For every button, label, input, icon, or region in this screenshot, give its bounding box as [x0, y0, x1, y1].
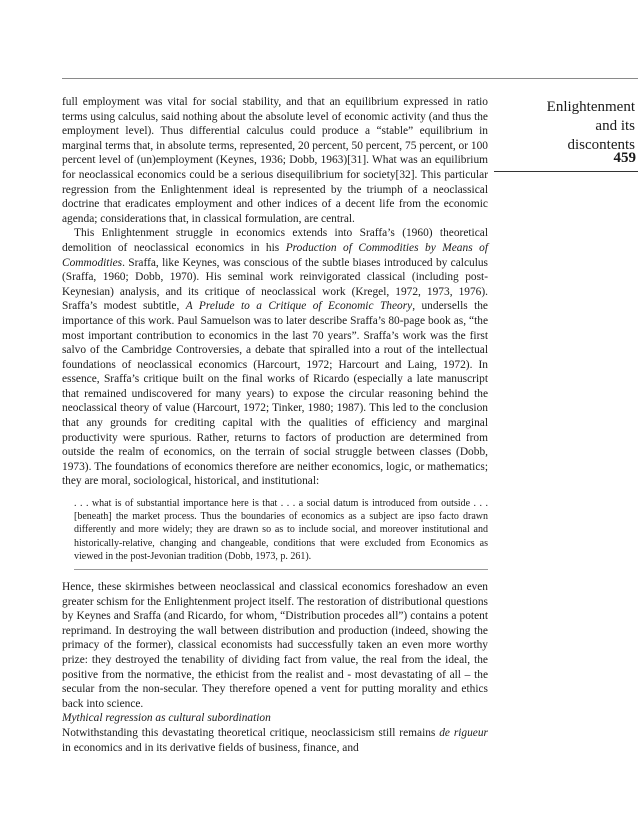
- running-head-line-3: discontents: [567, 137, 635, 153]
- paragraph-2: [62, 226, 488, 489]
- italic-de-rigueur: de rigueur: [439, 726, 488, 739]
- block-quote: . . . what is of substantial importance here is that . . . a social datum is introduced from outside . . . [beneath] the market process. Thus the boundaries of economics as a subject are ipso facto drawn differently and more widely; they are drawn so as to include social, and moreover institutional and historically-relative, changing and changeable, conditions that were excluded from Economics as viewed in the post-Jevonian tradition (Dobb, 1973, p. 261).: [74, 497, 488, 570]
- paragraph-2-text-c: , undersells the importance of this work. Paul Samuelson was to later describe Sraffa’s 80-page book as, “the most important contribution to economics in the last 70 years”. Sraffa’s work was the first salvo of the Cambridge Controversies, a debate that spiralled into a rout of the intellectual foundations of neoclassical economics (Harcourt, 1972; Harcourt and Laing, 1972). In essence, Sraffa’s critique built on the final works of Ricardo (especially a late manuscript that remained undiscovered for many years) to expose the circular reasoning behind the neoclassical theory of value (Harcourt, 1972; Tinker, 1980; 1987). This led to the conclusion that any grounds for crediting capital with the qualities of efficiency and marginal productivity were spurious. Rather, returns to factors of production are determined from outside the realm of economics, on the terrain of social struggle between classes (Dobb, 1973). The foundations of economics therefore are neither economics, logic, or mathematics; they are moral, sociological, historical, and institutional:: [62, 300, 488, 488]
- paragraph-2-text-a: This Enlightenment struggle in economics extends into Sraffa’s (1960) theoretical demolition of neoclassical economics in his: [62, 227, 488, 254]
- top-rule: [62, 78, 638, 79]
- side-rule: [494, 171, 638, 172]
- body-text: [62, 95, 488, 755]
- book-title-production-of-commodities: Production of Commodities by Means of Commodities: [62, 241, 488, 269]
- paragraph-4: [62, 726, 488, 755]
- paragraph-3: Hence, these skirmishes between neoclassical and classical economics foreshadow an even greater schism for the Enlightenment project itself. The restoration of distributional questions by Keynes and Sraffa (and Ricardo, for whom, “Distribution procedes all”) contains a potent reprimand. In destroying the wall between distribution and production (indeed, showing the primacy of the former), classical economists had successfully taken an even more worthy prize: they destroyed the tenability of dividing fact from value, the real from the ideal, the positive from the normative, the ethicist from the realist and - most devastating of all – the secular from the non-secular. They therefore opened a vent for putting morality and ethics back into science.: [62, 581, 488, 710]
- paragraph-4-text-a: Notwithstanding this devastating theoretical critique, neoclassicism still remains: [62, 726, 440, 739]
- paragraph-2-text-b: . Sraffa, like Keynes, was conscious of the subtle biases introduced by calculus (Sraffa, 1960; Dobb, 1970). His seminal work reinvigorated classical (including post-Keynesian) analysis, and its critique of neoclassical work (Kregel, 1972, 1973, 1976). Sraffa’s modest subtitle,: [62, 256, 488, 313]
- paragraph-1: full employment was vital for social stability, and that an equilibrium expressed in ratio terms using calculus, said nothing about the absolute level of economic activity (and thus the employment level). Thus differential calculus could produce a “stable” equilibrium in marginal terms that, in absolute terms, represented, 20 percent, 50 percent, 75 percent, or 100 percent level of (un)employment (Keynes, 1936; Dobb, 1963)[31]. What was an equilibrium for neoclassical economics could be a serious disequilibrium for society[32]. This particular regression from the Enlightenment ideal is represented by the triumph of a neoclassical doctrine that eradicates employment and other indices of a decent life from the economic agenda; considerations that, in classical formulation, are central.: [62, 96, 488, 225]
- book-subtitle-prelude: A Prelude to a Critique of Economic Theory: [185, 300, 413, 313]
- page-number: 459: [613, 150, 636, 166]
- paragraph-4-text-b: in economics and in its derivative fields of business, finance, and: [62, 741, 359, 754]
- running-head-line-1: Enlightenment: [546, 99, 635, 115]
- running-head-line-2: and its: [595, 118, 635, 134]
- section-subheading: Mythical regression as cultural subordination: [62, 712, 271, 725]
- running-head: [500, 98, 635, 155]
